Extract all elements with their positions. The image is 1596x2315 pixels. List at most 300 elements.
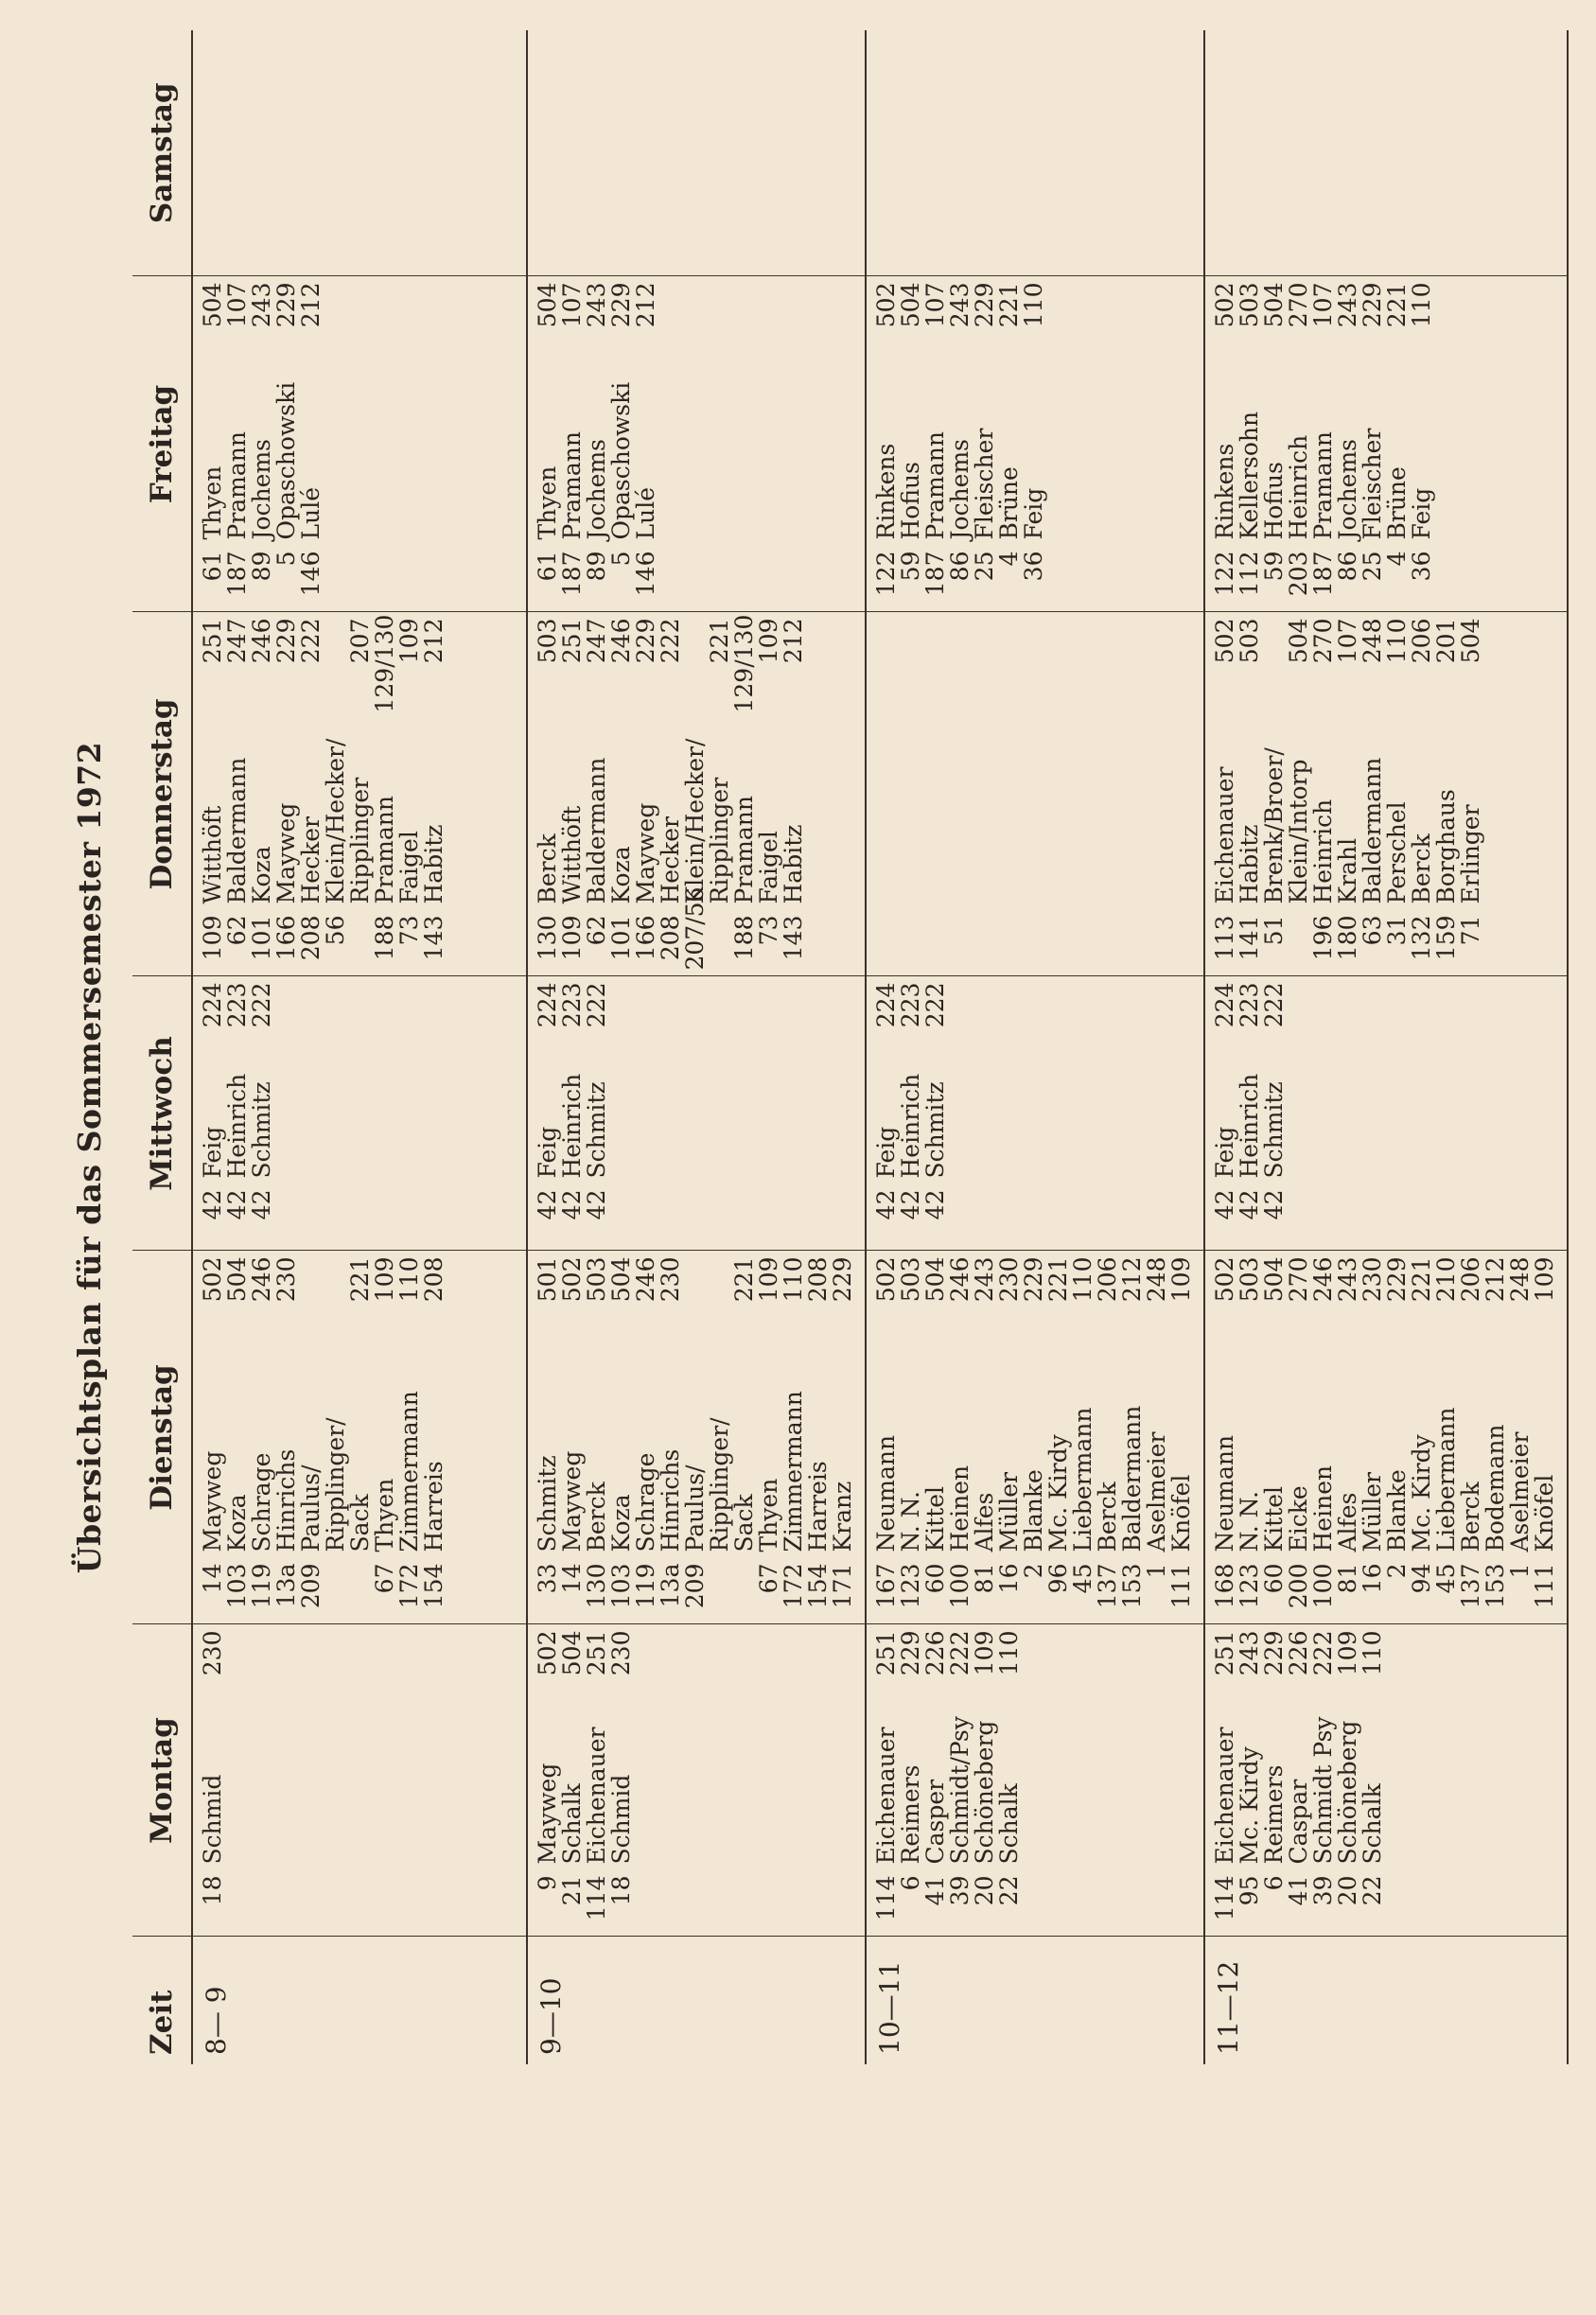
room-number: 229 <box>1359 282 1386 328</box>
course-number: 153 <box>1482 1563 1509 1609</box>
room-number: 229 <box>971 282 998 328</box>
course-entry <box>757 1257 781 1619</box>
cell-freitag <box>866 276 1204 612</box>
course-number: 122 <box>1211 551 1238 597</box>
lecturer-name: Baldermann <box>1359 757 1386 904</box>
course-entry <box>874 283 899 606</box>
course-number: 13a <box>272 1563 300 1608</box>
lecturer-name: Berck <box>534 833 561 904</box>
time-slot-row <box>866 30 1204 2064</box>
course-entry <box>299 283 324 606</box>
course-entry <box>634 283 658 606</box>
lecturer-name: Alfes <box>971 1492 998 1552</box>
course-entry <box>1336 619 1360 971</box>
lecturer-name: Schmitz <box>921 1081 949 1179</box>
lecturer-name: Hinrichs <box>272 1448 300 1552</box>
lecturer-name: Habitz <box>780 824 807 904</box>
lecturer-name: Heinrich <box>1309 798 1337 904</box>
course-entry <box>899 1257 923 1619</box>
lecturer-name: Eichenauer <box>1211 1727 1238 1865</box>
course-entry <box>1410 1257 1434 1619</box>
course-number: 123 <box>897 1563 924 1609</box>
room-number: 229 <box>272 282 300 328</box>
room-number: 222 <box>946 1630 973 1676</box>
lecturer-name: Berck <box>583 1482 610 1552</box>
course-entry <box>923 1257 948 1619</box>
course-number: 42 <box>1211 1189 1238 1220</box>
lecturer-name: Sack <box>730 1494 758 1552</box>
room-number: 243 <box>1334 282 1361 328</box>
course-number: 171 <box>829 1563 856 1609</box>
room-number: 224 <box>199 982 226 1028</box>
lecturer-name: N. N. <box>1236 1491 1263 1552</box>
course-entry <box>585 619 609 971</box>
lecturer-name: Erlinger <box>1457 804 1484 904</box>
course-number: 146 <box>632 551 659 597</box>
course-number: 114 <box>872 1875 900 1921</box>
room-number: 503 <box>1236 618 1263 664</box>
course-entry <box>535 1631 560 1931</box>
room-number: 110 <box>1359 1630 1386 1676</box>
course-number: 209 <box>297 1563 324 1609</box>
course-entry <box>1434 619 1459 971</box>
room-number: 243 <box>971 1256 998 1303</box>
course-entry <box>560 283 585 606</box>
room-number: 107 <box>558 282 586 328</box>
room-number: 502 <box>534 1630 561 1676</box>
room-number: 504 <box>1260 282 1288 328</box>
lecturer-name: Mayweg <box>272 802 300 904</box>
course-entry <box>874 1631 899 1931</box>
lecturer-name: Feig <box>199 1126 226 1179</box>
lecturer-name: Fleischer <box>1359 428 1386 540</box>
room-number: 107 <box>1334 618 1361 664</box>
course-number: 130 <box>534 915 561 961</box>
lecturer-name: Feig <box>1408 487 1435 540</box>
time-slot-label: 8— 9 <box>192 1937 527 2064</box>
timetable <box>132 30 1569 2064</box>
course-entry <box>1022 1257 1046 1619</box>
header-samstag: Samstag <box>132 30 192 276</box>
lecturer-name: Berck <box>1094 1482 1121 1552</box>
lecturer-name: Paulus/ <box>681 1464 709 1552</box>
course-entry <box>1360 1257 1385 1619</box>
course-number: 112 <box>1236 551 1263 597</box>
lecturer-name: Mc. Kirdy <box>1044 1434 1072 1552</box>
room-number: 107 <box>223 282 251 328</box>
course-number: 95 <box>1236 1875 1263 1906</box>
lecturer-name: Knöfel <box>1167 1474 1195 1552</box>
course-entry <box>1071 1257 1096 1619</box>
course-number: 200 <box>1285 1563 1312 1609</box>
room-number: 248 <box>1143 1256 1170 1303</box>
course-number: 56 <box>322 915 349 946</box>
course-number: 45 <box>1069 1563 1096 1594</box>
course-number: 132 <box>1408 915 1435 961</box>
course-entry <box>1533 1257 1557 1619</box>
room-number: 221 <box>730 1256 758 1303</box>
course-entry <box>1262 1257 1287 1619</box>
course-entry <box>831 1257 855 1619</box>
cell-dienstag <box>192 1251 527 1624</box>
room-number: 246 <box>1309 1256 1337 1303</box>
course-number: 42 <box>223 1189 251 1220</box>
course-number: 16 <box>995 1563 1023 1594</box>
course-entry <box>397 619 422 971</box>
course-number: 143 <box>780 915 807 961</box>
room-number: 224 <box>534 982 561 1028</box>
course-entry <box>201 1257 225 1619</box>
cell-freitag <box>527 276 866 612</box>
course-number: 18 <box>607 1875 635 1906</box>
course-number: 4 <box>1383 551 1411 567</box>
lecturer-name: Perschel <box>1383 801 1411 904</box>
cell-montag <box>1204 1624 1568 1937</box>
room-number: 270 <box>1285 1256 1312 1303</box>
course-number: 45 <box>1432 1563 1460 1594</box>
lecturer-name: Ripplinger <box>346 777 374 904</box>
course-number: 154 <box>420 1563 447 1609</box>
lecturer-name: Schmitz <box>534 1455 561 1552</box>
room-number: 223 <box>223 982 251 1028</box>
lecturer-name: Feig <box>872 1126 900 1179</box>
lecturer-name: Sack <box>346 1494 374 1552</box>
cell-donnerstag <box>1204 612 1568 976</box>
course-entry <box>535 283 560 606</box>
course-number: 207/56 <box>681 886 709 971</box>
course-number: 25 <box>971 551 998 582</box>
course-entry <box>560 1257 585 1619</box>
room-number: 243 <box>946 282 973 328</box>
lecturer-name: Thyen <box>534 465 561 540</box>
course-entry <box>730 614 758 971</box>
lecturer-name: Koza <box>607 1494 635 1552</box>
course-number: 113 <box>1211 915 1238 961</box>
course-entry <box>1287 283 1311 606</box>
room-number: 504 <box>199 282 226 328</box>
room-number: 110 <box>780 1256 807 1303</box>
room-number: 230 <box>1359 1256 1386 1303</box>
room-number: 247 <box>223 618 251 664</box>
room-number: 504 <box>1260 1256 1288 1303</box>
lecturer-name: Hofius <box>897 462 924 540</box>
cell-freitag <box>1204 276 1568 612</box>
course-entry <box>806 1257 831 1619</box>
course-number: 100 <box>1309 1563 1337 1609</box>
lecturer-name: Borghaus <box>1432 789 1460 904</box>
room-number: 110 <box>1069 1256 1096 1303</box>
lecturer-name: Heinrich <box>1236 1073 1263 1179</box>
room-number: 503 <box>897 1256 924 1303</box>
course-number: 172 <box>780 1563 807 1609</box>
lecturer-name: Müller <box>1359 1472 1386 1552</box>
cell-mittwoch <box>527 976 866 1251</box>
lecturer-name: Paulus/ <box>297 1464 324 1552</box>
course-entry <box>1385 283 1410 606</box>
course-entry <box>250 1257 274 1619</box>
room-number: 212 <box>1118 1256 1146 1303</box>
lecturer-name: Alfes <box>1334 1492 1361 1552</box>
course-number: 187 <box>223 551 251 597</box>
course-entry <box>1360 619 1385 971</box>
lecturer-name: Liebermann <box>1069 1407 1096 1552</box>
room-number: 224 <box>872 982 900 1028</box>
room-number: 248 <box>1506 1256 1534 1303</box>
course-entry <box>1385 619 1410 971</box>
course-number: 123 <box>1236 1563 1263 1609</box>
lecturer-name: Ripplinger <box>706 777 733 904</box>
room-number: 206 <box>1094 1256 1121 1303</box>
course-entry <box>585 283 609 606</box>
course-entry <box>1213 1631 1237 1931</box>
course-entry <box>1287 1257 1311 1619</box>
time-slot-row <box>1204 30 1568 2064</box>
room-number: 129/130 <box>730 614 758 713</box>
course-number: 119 <box>632 1563 659 1609</box>
course-entry <box>874 983 899 1245</box>
header-freitag: Freitag <box>132 276 192 612</box>
room-number: 212 <box>297 282 324 328</box>
course-entry <box>997 283 1022 606</box>
course-number: 36 <box>1408 551 1435 582</box>
time-slot-row <box>192 30 527 2064</box>
course-entry <box>1262 619 1287 971</box>
lecturer-name: Thyen <box>755 1478 782 1552</box>
lecturer-name: Fleischer <box>971 428 998 540</box>
course-entry <box>1287 1631 1311 1931</box>
course-entry <box>923 1631 948 1931</box>
room-number: 247 <box>583 618 610 664</box>
course-number: 42 <box>921 1189 949 1220</box>
cell-samstag <box>192 30 527 276</box>
cell-freitag <box>192 276 527 612</box>
room-number: 226 <box>921 1630 949 1676</box>
lecturer-name: Feig <box>534 1126 561 1179</box>
course-number: 86 <box>1334 551 1361 582</box>
course-number: 62 <box>223 915 251 946</box>
lecturer-name: Hecker <box>657 816 684 904</box>
room-number: 503 <box>1236 282 1263 328</box>
course-number: 14 <box>199 1563 226 1594</box>
room-number: 109 <box>1531 1256 1558 1303</box>
room-number: 109 <box>371 1256 398 1303</box>
room-number: 109 <box>1334 1630 1361 1676</box>
course-number: 146 <box>297 551 324 597</box>
course-number: 180 <box>1334 915 1361 961</box>
cell-donnerstag <box>866 612 1204 976</box>
course-entry <box>225 1257 250 1619</box>
course-entry <box>683 619 708 971</box>
course-number: 137 <box>1094 1563 1121 1609</box>
room-number: 206 <box>1408 618 1435 664</box>
course-number: 20 <box>971 1875 998 1906</box>
course-entry <box>250 619 274 971</box>
lecturer-name: Müller <box>995 1472 1023 1552</box>
lecturer-name: Casper <box>921 1779 949 1865</box>
course-number: 114 <box>1211 1875 1238 1921</box>
lecturer-name: Hinrichs <box>657 1448 684 1552</box>
lecturer-name: Kittel <box>921 1485 949 1552</box>
lecturer-name: Pramann <box>558 431 586 540</box>
room-number: 109 <box>395 618 423 664</box>
room-number: 230 <box>657 1256 684 1303</box>
course-number: 63 <box>1359 915 1386 946</box>
lecturer-name: Lulé <box>297 487 324 540</box>
course-number: 42 <box>872 1189 900 1220</box>
course-number: 187 <box>921 551 949 597</box>
course-number: 166 <box>632 915 659 961</box>
course-entry <box>1237 1631 1262 1931</box>
course-entry <box>274 283 299 606</box>
lecturer-name: Schöneberg <box>1334 1720 1361 1865</box>
lecturer-name: Pramann <box>1309 431 1337 540</box>
lecturer-name: Schmitz <box>1260 1081 1288 1179</box>
room-number: 222 <box>248 982 275 1028</box>
course-number: 141 <box>1236 915 1263 961</box>
room-number: 246 <box>946 1256 973 1303</box>
course-number: 208 <box>657 915 684 961</box>
lecturer-name: Reimers <box>1260 1764 1288 1865</box>
header-dienstag: Dienstag <box>132 1251 192 1624</box>
room-number: 221 <box>346 1256 374 1303</box>
course-entry <box>1145 1257 1169 1619</box>
course-number: 2 <box>1383 1563 1411 1579</box>
course-entry <box>1237 283 1262 606</box>
lecturer-name: Ripplinger/ <box>322 1417 349 1552</box>
lecturer-name: Mayweg <box>558 1450 586 1552</box>
course-number: 9 <box>534 1875 561 1891</box>
course-entry <box>324 619 348 971</box>
course-number: 81 <box>1334 1563 1361 1594</box>
course-entry <box>1213 283 1237 606</box>
lecturer-name: Schmidt/Psy <box>946 1715 973 1865</box>
room-number: 230 <box>607 1630 635 1676</box>
course-number: 159 <box>1432 915 1460 961</box>
course-number: 42 <box>1236 1189 1263 1220</box>
course-entry <box>1213 619 1237 971</box>
room-number <box>324 619 348 675</box>
time-slot-row <box>527 30 866 2064</box>
course-entry <box>535 983 560 1245</box>
course-entry <box>899 283 923 606</box>
course-number: 153 <box>1118 1563 1146 1609</box>
room-number <box>683 1257 708 1314</box>
room-number: 270 <box>1309 618 1337 664</box>
course-entry <box>299 619 324 971</box>
room-number: 222 <box>583 982 610 1028</box>
course-entry <box>274 1257 299 1619</box>
course-number: 60 <box>1260 1563 1288 1594</box>
lecturer-name: Berck <box>1408 833 1435 904</box>
lecturer-name: Harreis <box>420 1461 447 1552</box>
lecturer-name: Rinkens <box>872 443 900 540</box>
course-number: 154 <box>804 1563 832 1609</box>
course-number: 59 <box>897 551 924 582</box>
lecturer-name: Schöneberg <box>971 1720 998 1865</box>
room-number: 221 <box>1044 1256 1072 1303</box>
lecturer-name: Heinen <box>1309 1464 1337 1552</box>
course-entry <box>1311 1631 1336 1931</box>
course-entry <box>634 619 658 971</box>
course-entry <box>1237 1257 1262 1619</box>
room-number <box>324 1257 348 1314</box>
room-number: 206 <box>1457 1256 1484 1303</box>
course-entry <box>397 1257 422 1619</box>
course-entry <box>1022 283 1046 606</box>
course-number: 109 <box>199 915 226 961</box>
course-entry <box>1360 283 1385 606</box>
course-number <box>708 904 732 971</box>
room-number: 502 <box>199 1256 226 1303</box>
course-entry <box>948 1257 973 1619</box>
course-entry <box>585 983 609 1245</box>
course-entry <box>781 1257 806 1619</box>
course-entry <box>274 619 299 971</box>
course-entry <box>874 1257 899 1619</box>
cell-mittwoch <box>866 976 1204 1251</box>
course-number: 18 <box>199 1875 226 1906</box>
room-number: 502 <box>1211 618 1238 664</box>
lecturer-name: Aselmeier <box>1506 1431 1534 1552</box>
course-entry <box>1213 1257 1237 1619</box>
lecturer-name: Blanke <box>1383 1469 1411 1552</box>
room-number: 229 <box>1020 1256 1047 1303</box>
course-entry <box>560 619 585 971</box>
room-number: 246 <box>248 1256 275 1303</box>
lecturer-name: Schalk <box>558 1783 586 1865</box>
room-number: 504 <box>1457 618 1484 664</box>
room-number: 110 <box>395 1256 423 1303</box>
room-number: 229 <box>272 618 300 664</box>
course-number: 31 <box>1383 915 1411 946</box>
course-number: 5 <box>607 551 635 567</box>
room-number: 503 <box>583 1256 610 1303</box>
course-entry <box>373 1257 397 1619</box>
course-entry <box>899 1631 923 1931</box>
course-entry <box>609 1631 634 1931</box>
room-number: 221 <box>1408 1256 1435 1303</box>
room-number: 222 <box>297 618 324 664</box>
course-number: 89 <box>583 551 610 582</box>
course-entry <box>1169 1257 1194 1619</box>
room-number: 246 <box>607 618 635 664</box>
cell-montag <box>866 1624 1204 1937</box>
course-entry <box>1336 1257 1360 1619</box>
course-entry <box>1459 1257 1483 1619</box>
course-entry <box>1237 983 1262 1245</box>
room-number: 270 <box>1285 282 1312 328</box>
lecturer-name: Brüne <box>995 466 1023 540</box>
lecturer-name: Thyen <box>371 1478 398 1552</box>
header-mittwoch: Mittwoch <box>132 976 192 1251</box>
course-number: 167 <box>872 1563 900 1609</box>
course-entry <box>683 1257 708 1619</box>
cell-mittwoch <box>1204 976 1568 1251</box>
course-entry <box>1385 1257 1410 1619</box>
room-number: 230 <box>272 1256 300 1303</box>
course-number: 42 <box>558 1189 586 1220</box>
course-entry <box>1508 1257 1533 1619</box>
course-number: 94 <box>1408 1563 1435 1594</box>
lecturer-name: Schmidt Psy <box>1309 1716 1337 1865</box>
room-number: 110 <box>1020 282 1047 328</box>
lecturer-name: Zimmermann <box>395 1391 423 1552</box>
lecturer-name: Habitz <box>1236 824 1263 904</box>
room-number: 212 <box>780 618 807 664</box>
course-number: 119 <box>248 1563 275 1609</box>
room-number: 109 <box>755 1256 782 1303</box>
lecturer-name: Ripplinger/ <box>706 1417 733 1552</box>
